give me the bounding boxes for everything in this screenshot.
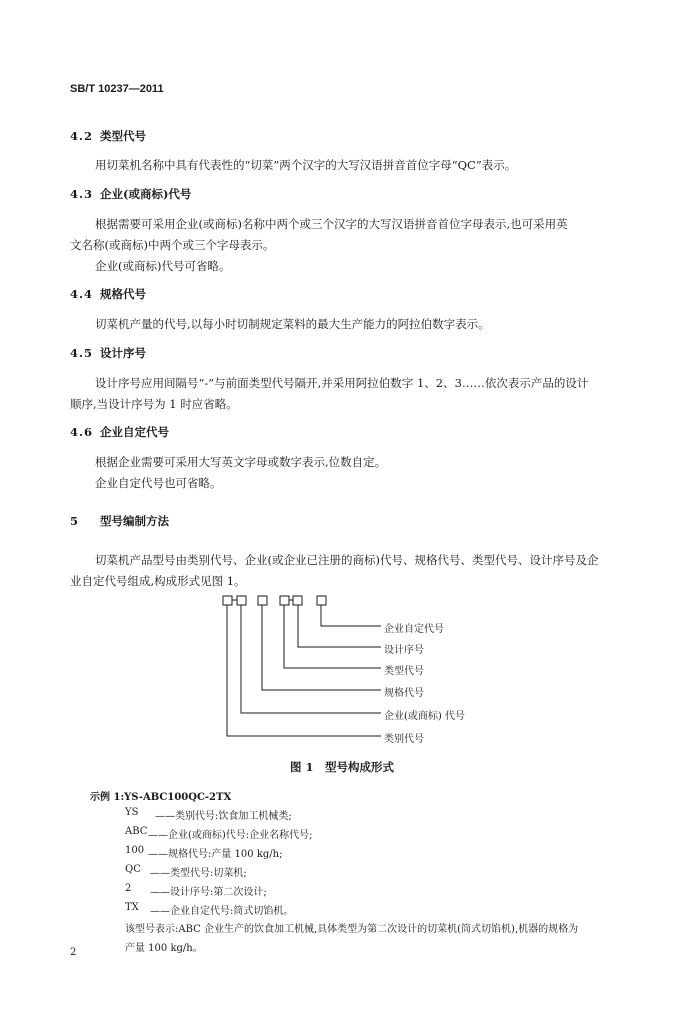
example-desc: ——设计序号:第二次设计;	[150, 887, 267, 898]
section-title: 企业自定代号	[100, 425, 169, 439]
code-box-enterprise	[237, 596, 246, 605]
section-title: 型号编制方法	[100, 514, 169, 528]
code-box-custom	[317, 596, 326, 605]
section-title: 设计序号	[100, 346, 146, 360]
paragraph: 用切菜机名称中具有代表性的“切菜”两个汉字的大写汉语拼音首位字母“QC”表示。	[95, 158, 517, 172]
standard-code-header: SB/T 10237—2011	[70, 83, 164, 95]
paragraph: 顺序,当设计序号为 1 时应省略。	[70, 397, 238, 411]
section-number: 5	[70, 514, 80, 528]
code-box-design	[293, 596, 302, 605]
diagram-label-category: 类别代号	[384, 734, 424, 745]
example-code: TX	[125, 902, 139, 913]
paragraph: 切菜机产品型号由类别代号、企业(或企业已注册的商标)代号、规格代号、类型代号、设计序号及企	[95, 553, 599, 567]
section-number: 4.3	[70, 187, 94, 201]
example-code: 100	[125, 845, 145, 856]
diagram-label-custom: 企业自定代号	[384, 624, 444, 635]
paragraph: 根据企业需要可采用大写英文字母或数字表示,位数自定。	[95, 455, 387, 469]
section-title: 类型代号	[100, 129, 146, 143]
paragraph: 企业(或商标)代号可省略。	[95, 259, 231, 273]
paragraph: 业自定代号组成,构成形式见图 1。	[70, 574, 246, 588]
example-code: ABC	[125, 826, 148, 837]
leader-line-custom	[321, 605, 381, 626]
paragraph: 文名称(或商标)中两个或三个字母表示。	[70, 238, 275, 252]
code-box-category	[223, 596, 232, 605]
section-number: 4.2	[70, 129, 94, 143]
diagram-label-enterprise: 企业(或商标) 代号	[384, 711, 465, 722]
example-desc: ——规格代号:产量 100 kg/h;	[148, 849, 283, 860]
section-title: 规格代号	[100, 287, 146, 301]
diagram-label-type: 类型代号	[384, 666, 424, 677]
example-code: YS	[125, 807, 139, 818]
paragraph: 根据需要可采用企业(或商标)名称中两个或三个汉字的大写汉语拼音首位字母表示,也可采用英	[95, 217, 568, 231]
code-box-spec	[258, 596, 267, 605]
paragraph: 切菜机产量的代号,以每小时切制规定菜料的最大生产能力的阿拉伯数字表示。	[95, 317, 490, 331]
example-title: 示例 1:YS-ABC100QC-2TX	[90, 792, 232, 803]
example-desc: ——企业自定代号:筒式切馅机。	[150, 906, 294, 917]
code-box-type	[280, 596, 289, 605]
example-desc: ——类别代号:饮食加工机械类;	[155, 811, 292, 822]
paragraph: 企业自定代号也可省略。	[95, 476, 222, 490]
diagram-label-spec: 规格代号	[384, 688, 424, 699]
example-code: QC	[125, 864, 141, 875]
paragraph: 设计序号应用间隔号“-”与前面类型代号隔开,并采用阿拉伯数字 1、2、3……依次表示产品的设计	[95, 376, 589, 390]
figure-caption: 图 1 型号构成形式	[290, 760, 395, 774]
section-number: 4.5	[70, 346, 94, 360]
example-desc: ——企业(或商标)代号:企业名称代号;	[148, 830, 313, 841]
section-number: 4.6	[70, 425, 94, 439]
leader-line-type	[284, 605, 381, 668]
example-summary: 该型号表示:ABC 企业生产的饮食加工机械,具体类型为第二次设计的切菜机(筒式切馅机),机器的规格为	[125, 924, 579, 935]
example-summary: 产量 100 kg/h。	[125, 943, 203, 954]
diagram-label-design: 设计序号	[384, 645, 424, 656]
section-number: 4.4	[70, 287, 94, 301]
section-title: 企业(或商标)代号	[100, 187, 192, 201]
page-number: 2	[70, 947, 77, 958]
example-code: 2	[125, 883, 132, 894]
example-desc: ——类型代号:切菜机;	[150, 868, 247, 879]
leader-line-category	[227, 605, 381, 736]
